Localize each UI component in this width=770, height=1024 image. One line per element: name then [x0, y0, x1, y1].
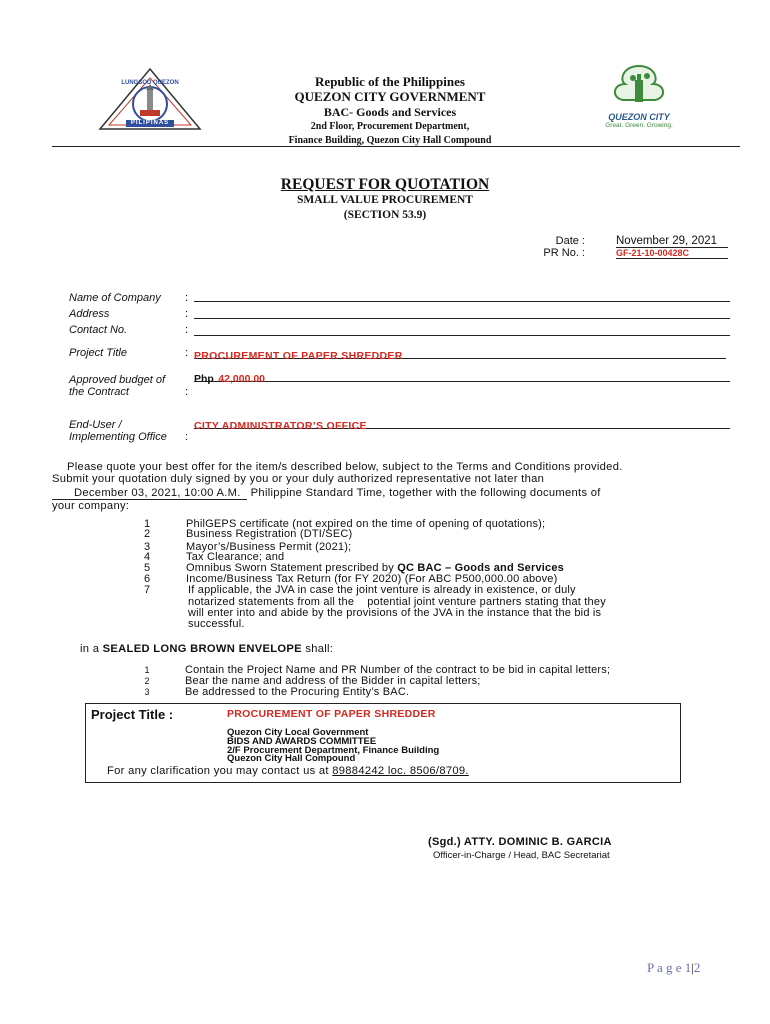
document-section: (SECTION 53.9) — [343, 209, 427, 221]
instructions-line1: Please quote your best offer for the item/s described below, subject to the Terms and Conditions provided. — [67, 461, 623, 473]
enduser-colon: : — [185, 431, 189, 443]
header-building: Finance Building, Quezon City Hall Compound — [288, 135, 492, 146]
env-num-1: 1 — [144, 665, 150, 675]
doc-item-7-line3: will enter into and abide by the provisions of the JVA in the instance that the bid is — [188, 607, 602, 619]
instructions-line4: your company: — [52, 500, 130, 512]
project-title-label: Project Title — [69, 347, 127, 359]
env-item-1: Contain the Project Name and PR Number of the contract to be bid in capital letters; — [185, 664, 611, 676]
project-title-value: PROCUREMENT OF PAPER SHREDDER — [194, 350, 403, 362]
address-field[interactable] — [194, 305, 730, 319]
enduser-label-line1: End-User / — [69, 419, 122, 431]
address-label: Address — [69, 308, 110, 320]
header-government: QUEZON CITY GOVERNMENT — [294, 89, 486, 104]
box-address-line2: BIDS AND AWARDS COMMITTEE — [227, 736, 377, 747]
envelope-intro — [80, 643, 333, 655]
box-address-line3: 2/F Procurement Department, Finance Building — [227, 745, 440, 756]
enduser-value: CITY ADMINISTRATOR’S OFFICE — [194, 420, 367, 432]
budget-colon: : — [185, 386, 189, 398]
doc-num-1: 1 — [143, 518, 151, 530]
page-word: P a g e — [647, 960, 682, 975]
budget-value: 42,000.00 — [218, 373, 266, 385]
box-contact-line — [107, 765, 469, 777]
doc-item-5-text: Omnibus Sworn Statement prescribed by — [186, 562, 398, 574]
brand-logo-name: QUEZON CITY — [608, 112, 670, 122]
doc-num-2: 2 — [143, 528, 151, 540]
contact-number-link[interactable]: 89884242 loc. 8506/8709. — [332, 765, 469, 777]
address-colon: : — [185, 308, 189, 320]
document-subtitle: SMALL VALUE PROCUREMENT — [297, 194, 473, 206]
enduser-field — [194, 416, 730, 432]
project-title-field — [194, 346, 726, 362]
doc-item-4: Tax Clearance; and — [186, 551, 285, 563]
company-colon: : — [185, 292, 189, 304]
doc-item-1: PhilGEPS certificate (not expired on the time of opening of quotations); — [186, 518, 546, 530]
seal-bottom-text: PILIPINAS — [130, 120, 170, 126]
doc-item-7-line4: successful. — [188, 618, 245, 630]
envelope-pre: in a — [80, 643, 103, 655]
doc-item-7-line1: If applicable, the JVA in case the joint venture is already in existence, or duly — [188, 584, 576, 596]
budget-label-line1: Approved budget of — [69, 374, 166, 386]
page-number: 1 — [684, 960, 692, 975]
box-address-line1: Quezon City Local Government — [227, 727, 369, 738]
instructions-line3-rest: Philippine Standard Time, together with the following documents of — [250, 487, 601, 499]
doc-num-4: 4 — [143, 551, 151, 563]
project-title-colon: : — [185, 347, 189, 359]
brand-logo-tagline: Great. Green. Growing. — [605, 122, 673, 129]
doc-item-7-line2: notarized statements from all the potential joint venture partners stating that they — [188, 596, 606, 608]
header-divider — [52, 146, 740, 147]
instructions-line2: Submit your quotation duly signed by you or your duly authorized representative not later than — [52, 473, 545, 485]
contact-colon: : — [185, 324, 189, 336]
doc-num-7: 7 — [143, 584, 151, 596]
env-num-2: 2 — [144, 676, 150, 686]
box-project-title-value: PROCUREMENT OF PAPER SHREDDER — [227, 708, 436, 720]
header-bac: BAC- Goods and Services — [323, 105, 457, 119]
env-item-3: Be addressed to the Procuring Entity’s BAC. — [185, 686, 410, 698]
doc-num-5: 5 — [143, 562, 151, 574]
budget-field — [194, 369, 730, 385]
contact-pre: For any clarification you may contact us at — [107, 765, 333, 777]
signatory-name: (Sgd.) ATTY. DOMINIC B. GARCIA — [428, 836, 612, 848]
pr-label: PR No. : — [543, 247, 585, 259]
pr-number: GF-21-10-00428C — [616, 248, 728, 259]
budget-prefix: Php — [194, 373, 214, 385]
contact-field[interactable] — [194, 322, 730, 336]
doc-item-6: Income/Business Tax Return (for FY 2020) (For ABC P500,000.00 above) — [186, 573, 558, 585]
envelope-bold: SEALED LONG BROWN ENVELOPE — [102, 643, 302, 655]
doc-item-5-bold: QC BAC – Goods and Services — [397, 562, 564, 574]
doc-item-3: Mayor’s/Business Permit (2021); — [186, 541, 352, 553]
header-republic: Republic of the Philippines — [315, 74, 465, 89]
box-project-title-label: Project Title : — [91, 707, 174, 722]
budget-label-line2: the Contract — [69, 386, 129, 398]
box-address-line4: Quezon City Hall Compound — [227, 753, 356, 764]
enduser-label-line2: Implementing Office — [69, 431, 167, 443]
doc-item-2: Business Registration (DTI/SEC) — [186, 528, 353, 540]
document-title: REQUEST FOR QUOTATION — [280, 176, 490, 193]
signatory-title: Officer-in-Charge / Head, BAC Secretariat — [433, 850, 610, 861]
company-label: Name of Company — [69, 292, 161, 304]
date-label: Date : — [555, 235, 585, 247]
seal-top-text: LUNGSOD QUEZON — [121, 80, 179, 86]
header-floor: 2nd Floor, Procurement Department, — [310, 121, 470, 132]
envelope-post: shall: — [301, 643, 334, 655]
instructions-line3 — [52, 487, 601, 500]
contact-label: Contact No. — [69, 324, 128, 336]
env-item-2: Bear the name and address of the Bidder in capital letters; — [185, 675, 481, 687]
page-separator: | — [691, 960, 694, 975]
page-total: 2 — [693, 960, 701, 975]
env-num-3: 3 — [144, 687, 150, 697]
submission-deadline: December 03, 2021, 10:00 A.M. — [52, 487, 247, 500]
page-footer — [647, 960, 700, 976]
company-field[interactable] — [194, 288, 730, 302]
doc-num-6: 6 — [143, 573, 151, 585]
date-value: November 29, 2021 — [616, 235, 728, 248]
doc-num-3: 3 — [143, 541, 151, 553]
